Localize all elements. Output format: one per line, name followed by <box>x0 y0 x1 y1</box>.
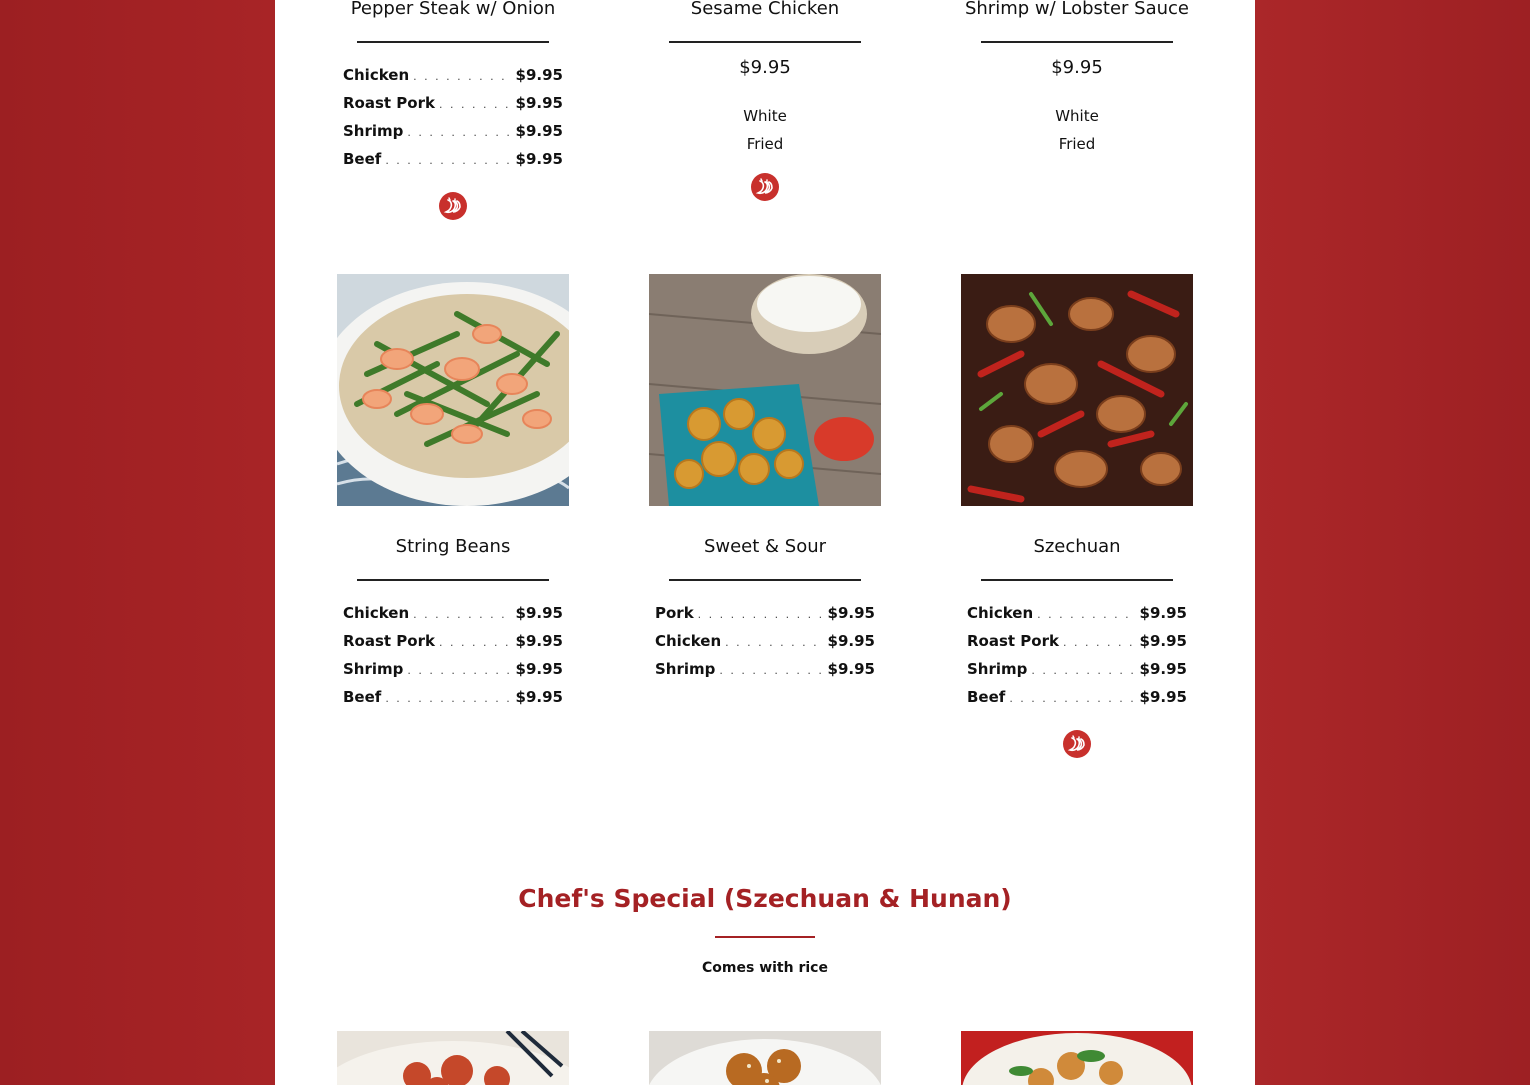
rice-option: Fried <box>746 135 784 153</box>
title-divider <box>981 579 1173 581</box>
price-row: Beef . . . $9.95 <box>967 688 1187 716</box>
price-row: Shrimp . . . $9.95 <box>343 660 563 688</box>
dish-price: $9.95 <box>739 57 791 78</box>
price-row: Chicken . . . $9.95 <box>343 604 563 632</box>
price-row: Chicken . . . $9.95 <box>655 632 875 660</box>
rice-option: White <box>743 107 787 125</box>
dish-title: Szechuan <box>1033 536 1121 557</box>
title-divider <box>669 41 861 43</box>
price-row: Roast Pork . . . $9.95 <box>343 94 563 122</box>
title-divider <box>357 41 549 43</box>
dish-title: String Beans <box>395 536 511 557</box>
szechuan-photo <box>961 274 1193 506</box>
price-list <box>655 604 875 688</box>
chefs-special-photo-3 <box>961 1031 1193 1085</box>
title-divider <box>357 579 549 581</box>
dish-title: Sweet & Sour <box>703 536 827 557</box>
price-row: Shrimp . . . $9.95 <box>655 660 875 688</box>
price-row: Shrimp . . . $9.95 <box>967 660 1187 688</box>
chili-pepper-icon <box>751 173 779 201</box>
price-row: Shrimp . . . $9.95 <box>343 122 563 150</box>
price-row: Chicken . . . $9.95 <box>967 604 1187 632</box>
dish-price: $9.95 <box>1051 57 1103 78</box>
section-divider <box>715 936 815 938</box>
price-row: Beef . . . $9.95 <box>343 150 563 178</box>
price-row: Chicken . . . $9.95 <box>343 66 563 94</box>
price-list <box>343 604 563 716</box>
price-row: Roast Pork . . . $9.95 <box>343 632 563 660</box>
chili-pepper-icon <box>439 192 467 220</box>
chefs-special-photo-2 <box>649 1031 881 1085</box>
dish-title: Shrimp w/ Lobster Sauce <box>964 0 1190 19</box>
price-row: Roast Pork . . . $9.95 <box>967 632 1187 660</box>
chefs-special-photo-1 <box>337 1031 569 1085</box>
title-divider <box>669 579 861 581</box>
section-subtitle: Comes with rice <box>702 960 828 976</box>
dish-title: Sesame Chicken <box>690 0 840 19</box>
sweet-and-sour-photo <box>649 274 881 506</box>
price-row: Pork . . . $9.95 <box>655 604 875 632</box>
price-row: Beef . . . $9.95 <box>343 688 563 716</box>
rice-option: White <box>1055 107 1099 125</box>
chili-pepper-icon <box>1063 730 1091 758</box>
price-list <box>967 604 1187 716</box>
section-title-chefs-special: Chef's Special (Szechuan & Hunan) <box>518 884 1012 913</box>
title-divider <box>981 41 1173 43</box>
string-beans-shrimp-photo <box>337 274 569 506</box>
rice-option: Fried <box>1058 135 1096 153</box>
dish-title: Pepper Steak w/ Onion <box>350 0 556 19</box>
menu-page <box>275 0 1255 1085</box>
price-list <box>343 66 563 178</box>
